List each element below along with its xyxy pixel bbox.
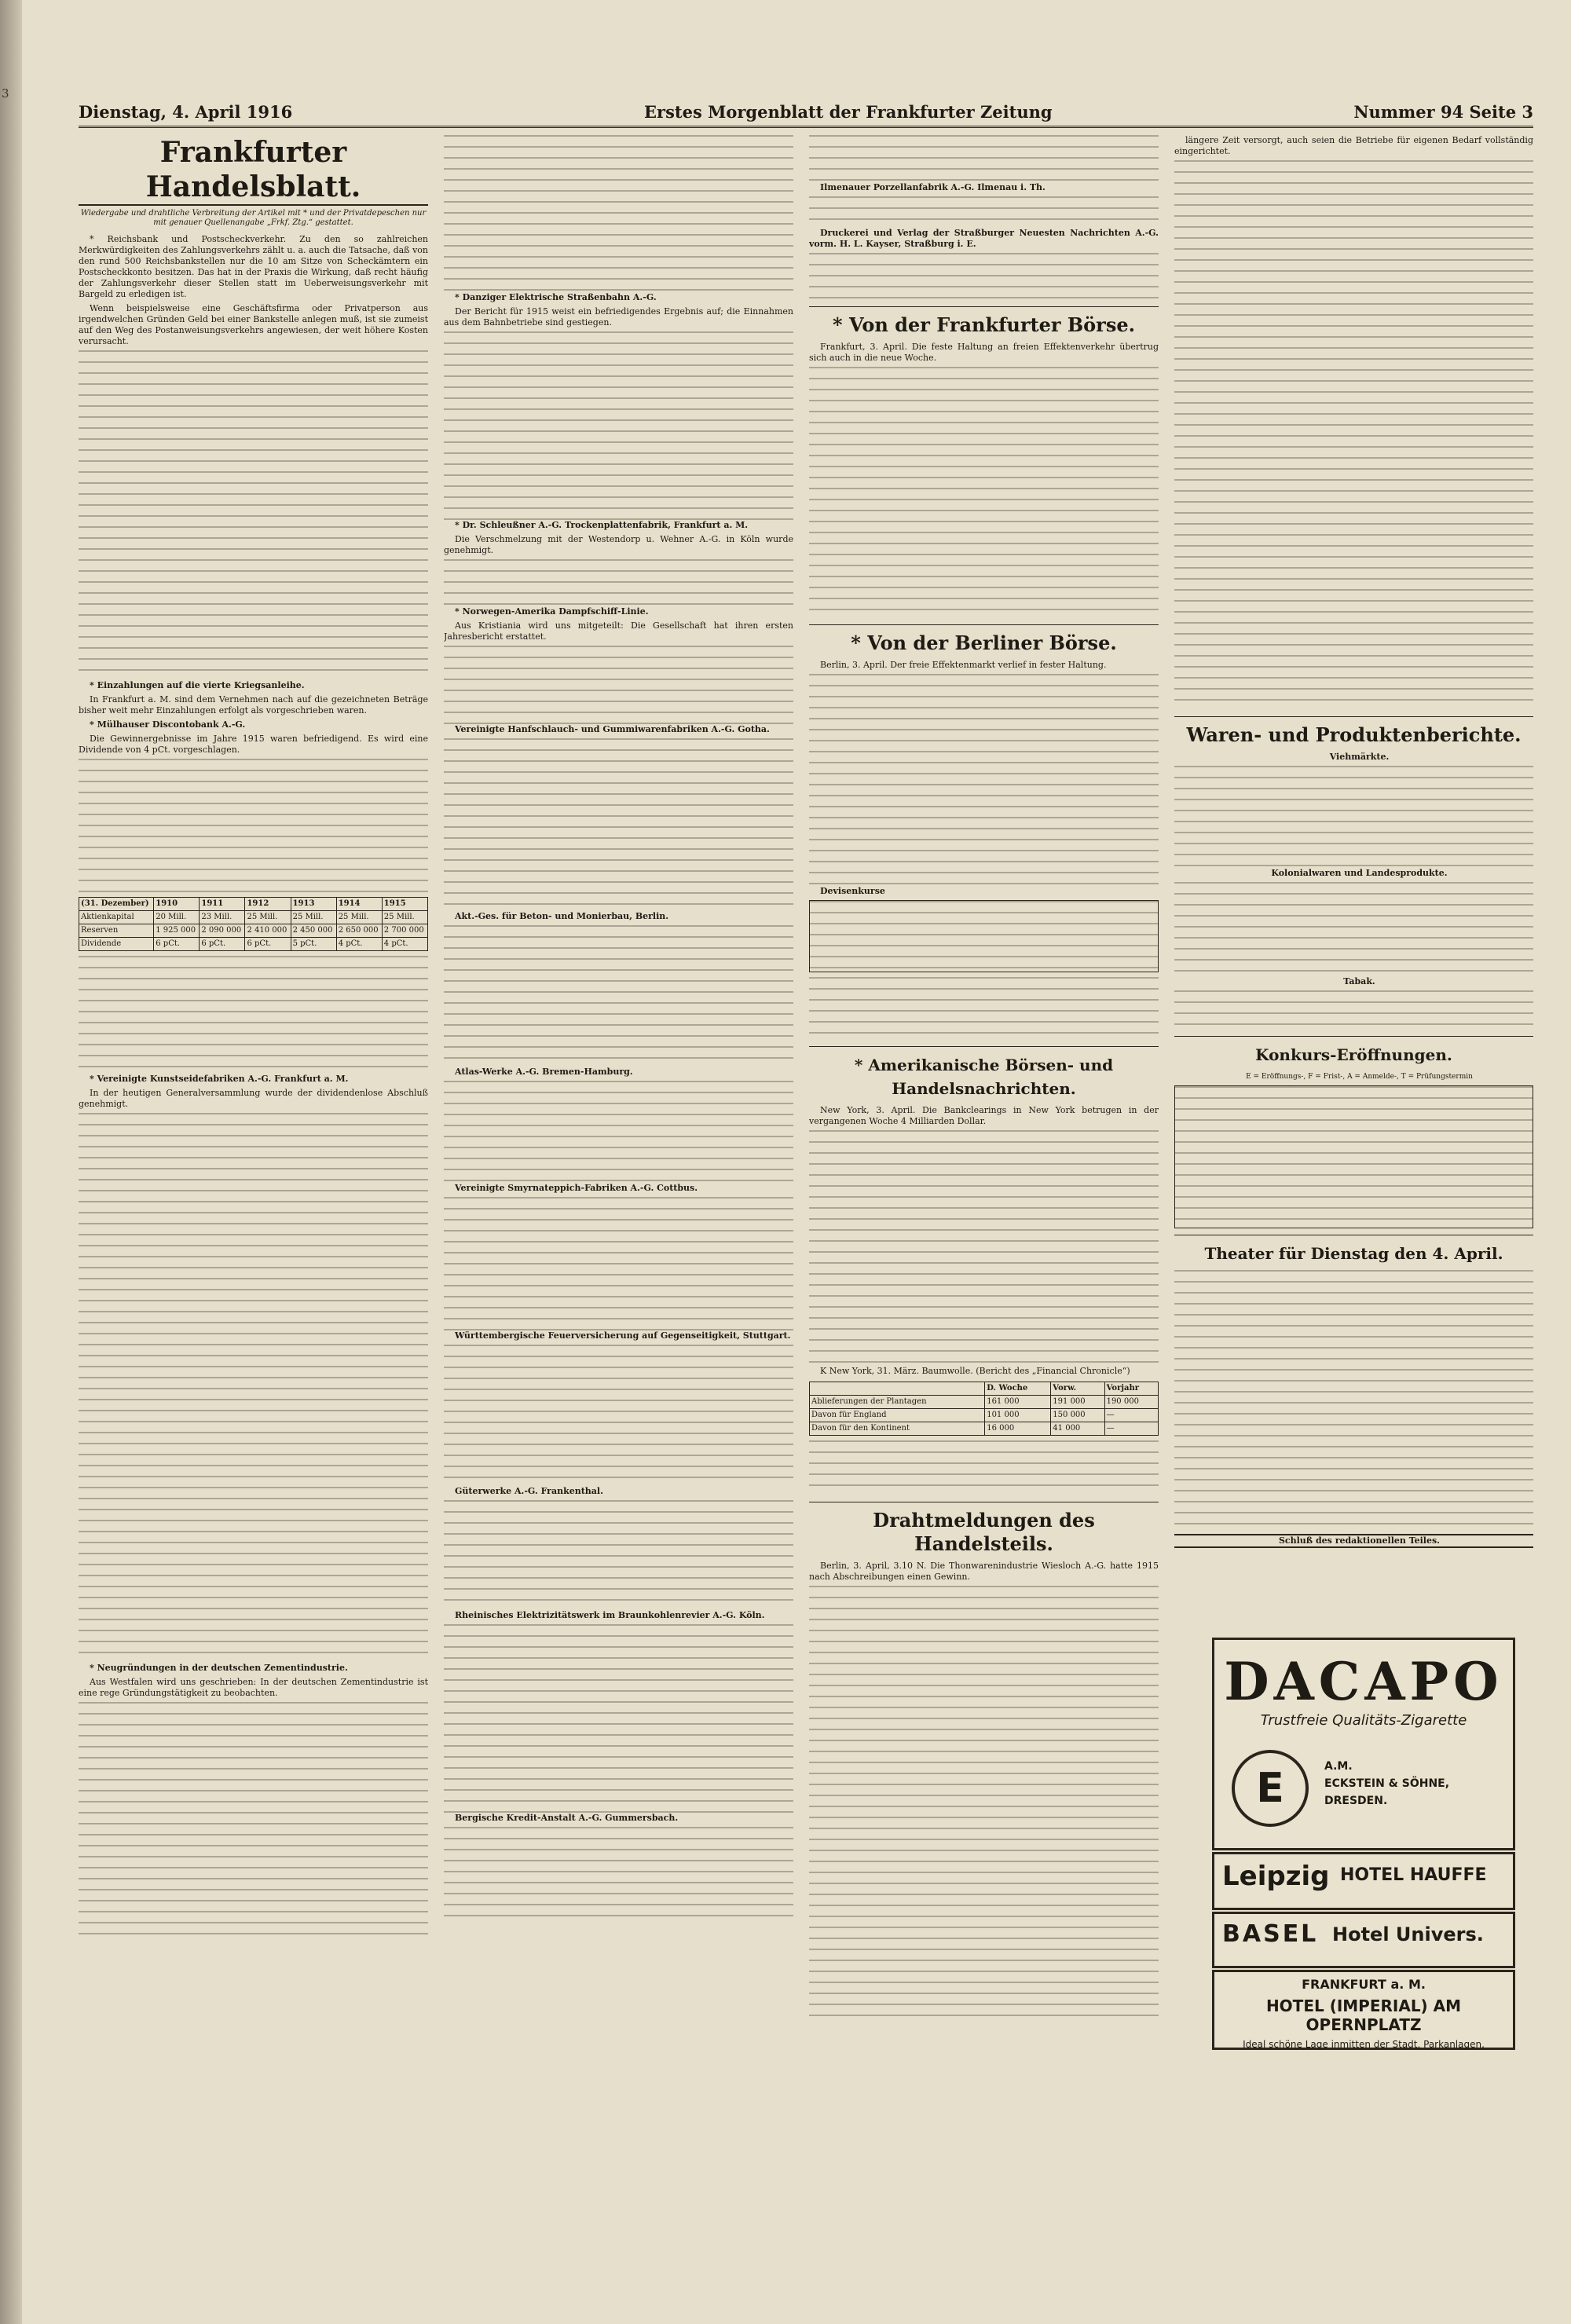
- table-cell: 191 000: [1051, 1396, 1104, 1409]
- masthead: [79, 97, 1533, 128]
- article-heading: * Neugründungen in der deutschen Zementindustrie.: [90, 1663, 348, 1673]
- table-cell: Reserven: [79, 924, 154, 938]
- table-cell: Dividende: [79, 938, 154, 951]
- dacapo-tagline: Trustfreie Qualitäts-Zigarette: [1260, 1712, 1467, 1729]
- page-binding-edge: [0, 0, 22, 2324]
- text-block: [809, 253, 1159, 300]
- table-header-cell: 1915: [382, 898, 427, 911]
- text-block: [444, 1345, 793, 1486]
- table-row: [79, 938, 428, 951]
- text-block: [809, 367, 1159, 618]
- leipzig-hotel-name: HOTEL HAUFFE: [1340, 1865, 1487, 1885]
- table-cell: 20 Mill.: [154, 911, 200, 924]
- dacapo-firm: DRESDEN.: [1324, 1795, 1388, 1807]
- section-heading: Theater für Dienstag den 4. April.: [1204, 1244, 1503, 1263]
- table-header-cell: Vorjahr: [1104, 1382, 1158, 1396]
- article-paragraph: Die Verschmelzung mit der Westendorp u. Wehner A.-G. in Köln wurde genehmigt.: [444, 534, 793, 555]
- article-heading: Bergische Kredit-Anstalt A.-G. Gummersbach.: [455, 1813, 679, 1823]
- article-heading: * Norwegen-Amerika Dampfschiff-Linie.: [455, 606, 649, 617]
- table-cell: 2 410 000: [245, 924, 291, 938]
- article-heading: Vereinigte Smyrnateppich-Fabriken A.-G. Cottbus.: [455, 1183, 698, 1193]
- table-cell: 16 000: [985, 1422, 1051, 1436]
- edge-fragment: 3: [2, 86, 9, 101]
- table-cell: 2 090 000: [200, 924, 245, 938]
- text-block: [809, 1440, 1159, 1495]
- text-block: [444, 559, 793, 606]
- table-row: [810, 1422, 1159, 1436]
- divider: [809, 624, 1159, 625]
- article-heading: * Danziger Elektrische Straßenbahn A.-G.: [455, 292, 657, 302]
- table-cell: 5 pCt.: [291, 938, 336, 951]
- section-heading: * Amerikanische Börsen- und Handelsnachrichten.: [854, 1056, 1114, 1098]
- basel-city: BASEL: [1222, 1920, 1319, 1948]
- dacapo-ad: [1212, 1638, 1515, 1850]
- text-block: [444, 1081, 793, 1183]
- article-paragraph: Die Gewinnergebnisse im Jahre 1915 waren befriedigend. Es wird eine Dividende von 4 pCt. vorgeschlagen.: [79, 734, 428, 755]
- frankfurt-hotel-name: HOTEL (IMPERIAL) AM OPERNPLATZ: [1265, 1996, 1462, 2034]
- article-paragraph: Berlin, 3. April. Der freie Effektenmarkt verlief in fester Haltung.: [820, 660, 1107, 670]
- table-header-cell: 1914: [336, 898, 382, 911]
- article-heading: Rheinisches Elektrizitätswerk im Braunkohlenrevier A.-G. Köln.: [455, 1610, 765, 1620]
- text-block: [79, 1702, 428, 1938]
- text-block: [444, 135, 793, 292]
- currency-table: [809, 900, 1159, 972]
- table-cell: 41 000: [1051, 1422, 1104, 1436]
- article-paragraph: Der Bericht für 1915 weist ein befriedigendes Ergebnis auf; die Einnahmen aus dem Bahnbetriebe sind gestiegen.: [444, 306, 793, 328]
- masthead-date: Dienstag, 4. April 1916: [79, 102, 293, 122]
- table-cell: Ablieferungen der Plantagen: [810, 1396, 985, 1409]
- divider: [809, 306, 1159, 307]
- text-block: [809, 135, 1159, 182]
- article-paragraph: In Frankfurt a. M. sind dem Vernehmen nach auf die gezeichneten Beträge bisher weit mehr Einzahlungen erfolgt als vorgeschrieben waren.: [79, 694, 428, 715]
- frankfurt-hotel-ad: [1212, 1970, 1515, 2050]
- article-paragraph: Frankfurt, 3. April. Die feste Haltung an freien Effektenverkehr übertrug sich auch in die neue Woche.: [809, 342, 1159, 363]
- text-block: [444, 738, 793, 911]
- text-block: [809, 196, 1159, 228]
- table-cell: —: [1104, 1422, 1158, 1436]
- table-header-cell: [810, 1382, 985, 1396]
- subsection-heading: Viehmärkte.: [1329, 752, 1390, 762]
- table-header-cell: 1910: [154, 898, 200, 911]
- table-cell: 150 000: [1051, 1409, 1104, 1422]
- text-block: [444, 925, 793, 1067]
- subsection-heading: Tabak.: [1343, 976, 1375, 986]
- table-cell: 25 Mill.: [291, 911, 336, 924]
- masthead-paper: Erstes Morgenblatt der Frankfurter Zeitung: [644, 102, 1053, 122]
- end-of-editorial: Schluß des redaktionellen Teiles.: [1174, 1534, 1533, 1548]
- eckstein-emblem-icon: E: [1232, 1750, 1309, 1827]
- text-block: [444, 1500, 793, 1610]
- leipzig-city: Leipzig: [1222, 1861, 1330, 1892]
- article-heading: * Dr. Schleußner A.-G. Trockenplattenfabrik, Frankfurt a. M.: [455, 520, 749, 530]
- article-paragraph: K New York, 31. März. Baumwolle. (Bericht des „Financial Chronicle“): [820, 1366, 1130, 1376]
- basel-hotel-ad: [1212, 1912, 1515, 1968]
- konkurs-legend: E = Eröffnungs-, F = Frist-, A = Anmelde-, T = Prüfungstermin: [1246, 1073, 1473, 1081]
- table-cell: 25 Mill.: [336, 911, 382, 924]
- text-block: [444, 1624, 793, 1813]
- text-block: [1174, 882, 1533, 976]
- table-header-cell: D. Woche: [985, 1382, 1051, 1396]
- table-cell: 2 650 000: [336, 924, 382, 938]
- article-paragraph: Berlin, 3. April, 3.10 N. Die Thonwarenindustrie Wiesloch A.-G. hatte 1915 nach Abschreibungen einen Gewinn.: [809, 1561, 1159, 1582]
- text-block: [444, 646, 793, 724]
- table-header-cell: (31. Dezember): [79, 898, 154, 911]
- section-heading: Waren- und Produktenberichte.: [1186, 723, 1522, 746]
- table-cell: 25 Mill.: [245, 911, 291, 924]
- article-heading: Vereinigte Hanfschlauch- und Gummiwarenfabriken A.-G. Gotha.: [455, 724, 770, 734]
- table-cell: 4 pCt.: [382, 938, 427, 951]
- section-heading: Konkurs-Eröffnungen.: [1255, 1045, 1452, 1064]
- frankfurt-city: FRANKFURT a. M.: [1302, 1977, 1426, 1992]
- konkurs-table: [1174, 1085, 1533, 1228]
- table-header-cell: 1913: [291, 898, 336, 911]
- article-heading: * Einzahlungen auf die vierte Kriegsanleihe.: [90, 680, 305, 690]
- table-header-cell: 1911: [200, 898, 245, 911]
- table-cell: 2 450 000: [291, 924, 336, 938]
- article-heading: Güterwerke A.-G. Frankenthal.: [455, 1486, 603, 1496]
- table-cell: Davon für England: [810, 1409, 985, 1422]
- section-heading: * Von der Frankfurter Börse.: [833, 313, 1135, 336]
- table-cell: 101 000: [985, 1409, 1051, 1422]
- bank-table: [79, 897, 428, 951]
- article-paragraph: New York, 3. April. Die Bankclearings in New York betrugen in der vergangenen Woche 4 Milliarden Dollar.: [809, 1105, 1159, 1126]
- table-cell: —: [1104, 1409, 1158, 1422]
- table-header-cell: 1912: [245, 898, 291, 911]
- table-header-cell: Vorw.: [1051, 1382, 1104, 1396]
- cotton-table: [809, 1382, 1159, 1436]
- table-cell: 6 pCt.: [245, 938, 291, 951]
- table-title: Devisenkurse: [820, 886, 885, 896]
- text-block: [79, 350, 428, 680]
- text-block: [79, 956, 428, 1074]
- section-title: Frankfurter Handelsblatt.: [79, 135, 428, 206]
- article-paragraph: Aus Westfalen wird uns geschrieben: In der deutschen Zementindustrie ist eine rege Gründungstätigkeit zu beobachten.: [79, 1677, 428, 1698]
- article-paragraph: * Reichsbank und Postscheckverkehr. Zu den so zahlreichen Merkwürdigkeiten des Zahlungsverkehrs zählt u. a. auch die Tatsache, daß von den rund 500 Reichsbankstellen nur die 10 am Sitze von Scheckämtern ein Postscheckkonto besitzen. Das hat in der Praxis die Wirkung, daß recht häufig der Zahlungsverkehr dieser Stellen statt im Ueberweisungsverkehr mit Bargeld zu erledigen ist.: [79, 234, 428, 299]
- text-block: [809, 674, 1159, 886]
- text-block: [1174, 766, 1533, 868]
- table-row: [79, 911, 428, 924]
- article-heading: Druckerei und Verlag der Straßburger Neuesten Nachrichten A.-G. vorm. H. L. Kayser, Straßburg i. E.: [809, 228, 1159, 249]
- text-block: [1174, 990, 1533, 1030]
- text-block: [444, 1197, 793, 1330]
- article-paragraph: Wenn beispielsweise eine Geschäftsfirma oder Privatperson aus irgendwelchen Gründen Geld bei einer Bankstelle anlegen muß, ist sie zumeist auf den Weg des Postanweisungsverkehrs angewiesen, der weit höhere Kosten verursacht.: [79, 303, 428, 346]
- article-paragraph: Aus Kristiania wird uns mitgeteilt: Die Gesellschaft hat ihren ersten Jahresbericht erstattet.: [444, 620, 793, 642]
- divider: [809, 1046, 1159, 1047]
- text-block: [809, 1130, 1159, 1366]
- table-cell: 6 pCt.: [200, 938, 245, 951]
- table-row: [810, 1396, 1159, 1409]
- table-cell: 190 000: [1104, 1396, 1158, 1409]
- basel-hotel-name: Hotel Univers.: [1332, 1923, 1484, 1945]
- text-block: [444, 1827, 793, 1921]
- text-block: [444, 331, 793, 520]
- leipzig-hotel-ad: [1212, 1852, 1515, 1910]
- table-row: [79, 924, 428, 938]
- table-row: [810, 1409, 1159, 1422]
- table-cell: 161 000: [985, 1396, 1051, 1409]
- column-3: [809, 135, 1159, 2256]
- text-block: [79, 759, 428, 892]
- column-2: [444, 135, 793, 2256]
- table-cell: 25 Mill.: [382, 911, 427, 924]
- table-cell: 4 pCt.: [336, 938, 382, 951]
- table-cell: Aktienkapital: [79, 911, 154, 924]
- text-block: [809, 977, 1159, 1040]
- table-cell: 1 925 000: [154, 924, 200, 938]
- table-cell: 6 pCt.: [154, 938, 200, 951]
- article-paragraph: In der heutigen Generalversammlung wurde der dividendenlose Abschluß genehmigt.: [79, 1088, 428, 1109]
- text-block: [1174, 1270, 1533, 1529]
- article-heading: Ilmenauer Porzellanfabrik A.-G. Ilmenau i. Th.: [820, 182, 1046, 192]
- dacapo-logo: DACAPO: [1224, 1651, 1503, 1712]
- dacapo-firm: A.M.: [1324, 1760, 1353, 1773]
- article-heading: * Mülhauser Discontobank A.-G.: [90, 719, 246, 730]
- divider: [1174, 716, 1533, 717]
- section-heading: Drahtmeldungen des Handelsteils.: [873, 1509, 1095, 1555]
- article-heading: Atlas-Werke A.-G. Bremen-Hamburg.: [455, 1067, 633, 1077]
- text-block: [79, 1113, 428, 1663]
- article-heading: * Vereinigte Kunstseidefabriken A.-G. Frankfurt a. M.: [90, 1074, 349, 1084]
- subsection-heading: Kolonialwaren und Landesprodukte.: [1271, 868, 1448, 878]
- article-paragraph: längere Zeit versorgt, auch seien die Betriebe für eigenen Bedarf vollständig eingerichtet.: [1174, 135, 1533, 156]
- article-heading: Württembergische Feuerversicherung auf Gegenseitigkeit, Stuttgart.: [455, 1330, 791, 1341]
- text-block: [1174, 160, 1533, 710]
- column-1: [79, 135, 428, 2256]
- section-heading: * Von der Berliner Börse.: [851, 631, 1117, 654]
- divider: [1174, 1036, 1533, 1037]
- table-cell: Davon für den Kontinent: [810, 1422, 985, 1436]
- article-heading: Akt.-Ges. für Beton- und Monierbau, Berlin.: [455, 911, 669, 921]
- masthead-page: Nummer 94 Seite 3: [1353, 102, 1533, 122]
- text-block: [809, 1586, 1159, 2026]
- section-subtitle: Wiedergabe und drahtliche Verbreitung der Artikel mit * und der Privatdepeschen nur mit genauer Quellenangabe „Frkf. Ztg.“ gestattet.: [80, 209, 427, 227]
- dacapo-firm: ECKSTEIN & SÖHNE,: [1324, 1777, 1450, 1790]
- table-cell: 23 Mill.: [200, 911, 245, 924]
- table-cell: 2 700 000: [382, 924, 427, 938]
- newspaper-page: [22, 0, 1571, 2324]
- frankfurt-hotel-note: Ideal schöne Lage inmitten der Stadt, Parkanlagen.: [1243, 2039, 1485, 2050]
